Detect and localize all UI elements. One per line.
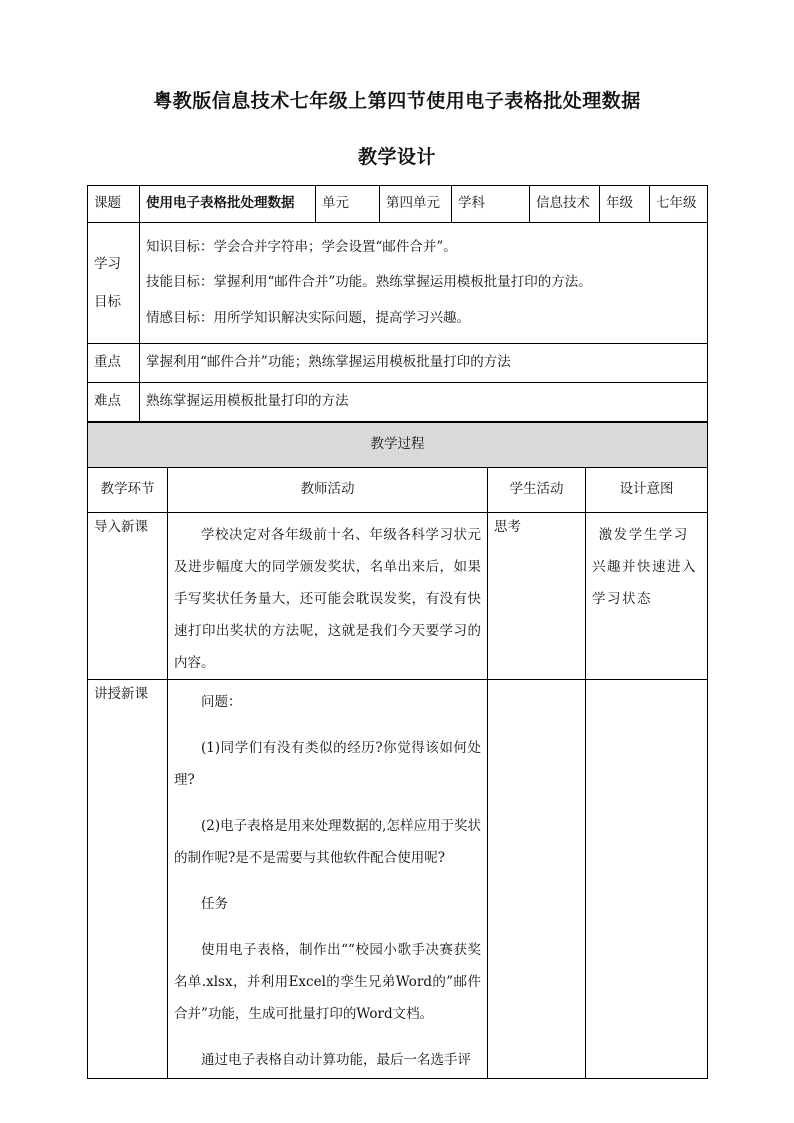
lesson-info-table: [87, 185, 708, 422]
lecture-teacher-activity: [168, 680, 488, 1079]
header-intent: 设计意图: [586, 468, 708, 513]
lecture-paragraph: 通过电子表格自动计算功能，最后一名选手评: [201, 1052, 471, 1068]
topic-value: 使用电子表格批处理数据: [140, 186, 316, 223]
intro-teacher-activity: [168, 513, 488, 680]
intro-teacher-text: 学校决定对各年级前十名、年级各科学习状元及进步幅度大的同学颁发奖状，名单出来后，如果手写奖状任务量大，还可能会耽误发奖，有没有快速打印出奖状的方法呢，这就是我们今天要学习的内容。: [174, 527, 481, 671]
key-point-label: 重点: [88, 344, 140, 383]
knowledge-goal: 知识目标：学会合并字符串；学会设置“邮件合并”。: [146, 238, 457, 255]
intro-design-intent: [586, 513, 708, 680]
lecture-stage: 讲授新课: [88, 680, 168, 1079]
lecture-row: [88, 680, 708, 1079]
header-stage: 教学环节: [88, 468, 168, 513]
emotion-goal: 情感目标：用所学知识解决实际问题，提高学习兴趣。: [146, 309, 470, 326]
intro-intent-text: 激发学生学习兴趣并快速进入学习状态: [592, 527, 697, 607]
goals-row: [88, 223, 708, 344]
intro-row: [88, 513, 708, 680]
goals-label-line2: 目标: [94, 294, 121, 310]
topic-row: [88, 186, 708, 223]
goals-label-line1: 学习: [94, 256, 121, 272]
intro-student-activity: 思考: [488, 513, 586, 680]
key-point-row: [88, 344, 708, 383]
goals-cell: [140, 223, 708, 344]
topic-label: 课题: [88, 186, 140, 223]
difficulty-label: 难点: [88, 383, 140, 422]
process-title-row: [88, 423, 708, 468]
difficulty-row: [88, 383, 708, 422]
difficulty-value: 熟练掌握运用模板批量打印的方法: [140, 383, 708, 422]
subject-label: 学科: [452, 186, 530, 223]
process-section-title: 教学过程: [88, 423, 708, 468]
header-student: 学生活动: [488, 468, 586, 513]
grade-label: 年级: [600, 186, 650, 223]
lecture-paragraph: 问题：: [201, 694, 242, 710]
intro-stage: 导入新课: [88, 513, 168, 680]
header-teacher: 教师活动: [168, 468, 488, 513]
unit-label: 单元: [316, 186, 380, 223]
process-header-row: [88, 468, 708, 513]
lecture-design-intent: [586, 680, 708, 1079]
lecture-paragraph: (2)电子表格是用来处理数据的,怎样应用于奖状的制作呢?是不是需要与其他软件配合使用呢?: [174, 818, 481, 866]
document-title: 粤教版信息技术七年级上第四节使用电子表格批处理数据: [153, 90, 641, 112]
unit-value: 第四单元: [380, 186, 452, 223]
skill-goal: 技能目标：掌握利用“邮件合并”功能。熟练掌握运用模板批量打印的方法。: [146, 274, 592, 291]
grade-value: 七年级: [650, 186, 708, 223]
teaching-process-table: [87, 422, 708, 1079]
document-subtitle: 教学设计: [357, 146, 436, 168]
lecture-paragraph: (1)同学们有没有类似的经历?你觉得该如何处理?: [174, 740, 481, 788]
key-point-value: 掌握利用“邮件合并”功能；熟练掌握运用模板批量打印的方法: [140, 344, 708, 383]
lecture-paragraph: 使用电子表格，制作出““校园小歌手决赛获奖名单.xlsx，并利用Excel的孪生兄弟Word的”邮件合并”功能，生成可批量打印的Word文档。: [174, 942, 481, 1022]
subject-value: 信息技术: [530, 186, 600, 223]
lecture-paragraph: 任务: [201, 896, 228, 912]
lecture-student-activity: [488, 680, 586, 1079]
goals-label: [88, 223, 140, 344]
